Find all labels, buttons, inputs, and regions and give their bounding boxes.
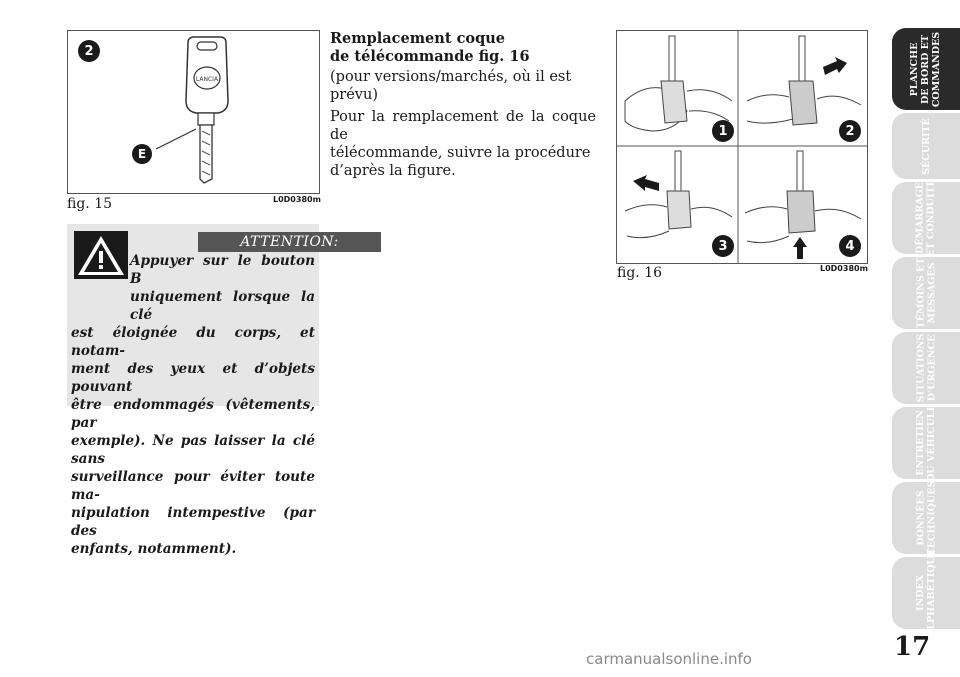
warning-line: exemple). Ne pas laisser la clé sans <box>71 433 315 467</box>
sidebar-tab-index[interactable] <box>892 548 960 638</box>
figure-16 <box>616 30 868 264</box>
warning-title: ATTENTION: <box>198 232 381 252</box>
section-paragraph-line: d’après la figure. <box>330 163 456 179</box>
section-heading-line: Remplacement coque <box>330 30 505 47</box>
fig15-code: L0D0380m <box>273 195 321 204</box>
step-badge: 1 <box>712 120 734 142</box>
figure-15 <box>67 30 320 194</box>
section-subtitle-line: prévu) <box>330 87 378 103</box>
sidebar-tab-label: DÉMARRAGE ET CONDUITE <box>915 179 938 257</box>
warning-line: enfants, notamment). <box>71 541 237 557</box>
label-e-badge: E <box>132 144 152 164</box>
sidebar-tab-label: DONNÉES TECHNIQUES <box>915 480 938 556</box>
fig15-caption: fig. 15 <box>67 196 113 212</box>
fig16-code: L0D0380m <box>820 264 868 273</box>
section-text <box>330 30 596 182</box>
sidebar-tab-demarrage[interactable] <box>892 179 960 257</box>
sidebar-tab-label: INDEX ALPHABÉTIQUE <box>915 548 938 638</box>
sidebar-tab-securite[interactable] <box>892 113 960 179</box>
sidebar-tab-label: PLANCHE DE BORD ET COMMANDES <box>909 31 943 107</box>
sidebar-tab-donnees-techniques[interactable] <box>892 482 960 554</box>
section-subtitle-line: (pour versions/marchés, où il est <box>330 69 572 85</box>
warning-line: Appuyer sur le bouton B <box>130 253 315 287</box>
page-number: 17 <box>894 632 931 662</box>
warning-line: être endommagés (vêtements, par <box>71 397 315 431</box>
step-badge: 3 <box>712 235 734 257</box>
step-badge: 2 <box>839 120 861 142</box>
warning-box <box>67 224 339 557</box>
svg-text:LANCIA: LANCIA <box>195 76 219 83</box>
warning-line: est éloignée du corps, et notam- <box>71 325 315 359</box>
section-paragraph-line: télécommande, suivre la procédure <box>330 145 591 161</box>
section-paragraph-line: Pour la remplacement de la coque de <box>330 109 596 143</box>
sidebar-tab-label: SÉCURITÉ <box>920 117 932 175</box>
fig16-caption: fig. 16 <box>617 265 663 281</box>
warning-text <box>67 252 315 558</box>
key-illustration <box>68 31 319 193</box>
warning-line: nipulation intempestive (par des <box>71 505 315 539</box>
sidebar-tab-label: SITUATIONS D’URGENCE <box>915 333 937 403</box>
step-badge: 4 <box>839 235 861 257</box>
section-heading-line: de télécommande fig. 16 <box>330 48 530 65</box>
shell-replacement-illustration <box>617 31 867 263</box>
watermark: carmanualsonline.info <box>586 650 752 668</box>
warning-line: uniquement lorsque la clé <box>130 289 315 323</box>
sidebar-tab-label: ENTRETIEN DU VÉHICULE <box>915 404 938 482</box>
warning-line: ment des yeux et d’objets pouvant <box>71 361 315 395</box>
sidebar-tab-temoins[interactable] <box>892 257 960 329</box>
sidebar-tab-situations-urgence[interactable] <box>892 332 960 404</box>
sidebar-tab-label: TÉMOINS ET MESSAGES <box>915 257 937 329</box>
figure-badge: 2 <box>78 40 100 62</box>
sidebar-tab-entretien[interactable] <box>892 404 960 482</box>
sidebar-tab-planche-de-bord[interactable] <box>892 28 960 110</box>
warning-line: surveillance pour éviter toute ma- <box>71 469 315 503</box>
